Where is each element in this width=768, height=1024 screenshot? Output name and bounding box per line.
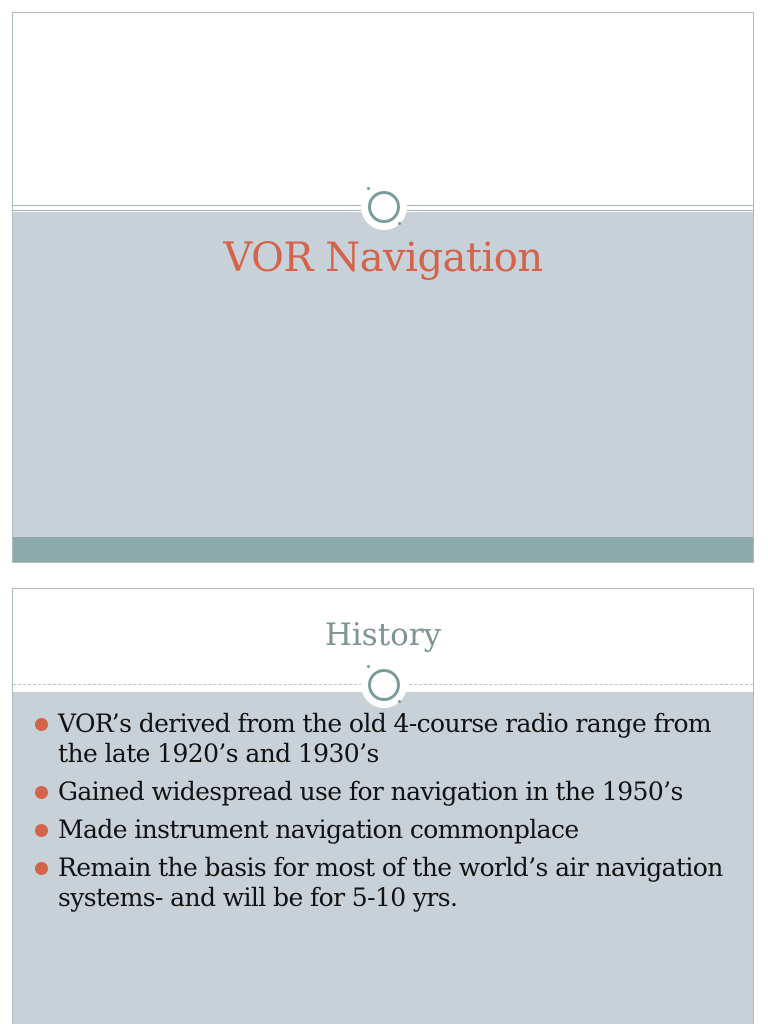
list-item <box>33 777 743 807</box>
list-item <box>33 853 743 913</box>
bullet-text: Gained widespread use for navigation in the 1950’s <box>58 777 683 806</box>
bullet-text: Made instrument navigation commonplace <box>58 815 579 844</box>
bullet-list <box>33 709 743 921</box>
bullet-text: VOR’s derived from the old 4-course radio range from the late 1920’s and 1930’s <box>58 709 712 768</box>
slide-top-area <box>13 13 753 207</box>
bullet-text: Remain the basis for most of the world’s air navigation systems- and will be for 5-10 yrs. <box>58 853 723 912</box>
slide-heading: History <box>324 617 442 653</box>
bullet-dot-icon <box>35 718 48 731</box>
bullet-dot-icon <box>35 786 48 799</box>
bullet-dot-icon <box>35 824 48 837</box>
list-item <box>33 815 743 845</box>
slide-title <box>12 12 754 563</box>
ring-icon <box>361 184 407 230</box>
footer-bar <box>13 537 753 563</box>
slide-title-text: VOR Navigation <box>223 235 543 281</box>
ring-icon <box>361 662 407 708</box>
bullet-dot-icon <box>35 862 48 875</box>
list-item <box>33 709 743 769</box>
slide-history <box>12 588 754 1024</box>
